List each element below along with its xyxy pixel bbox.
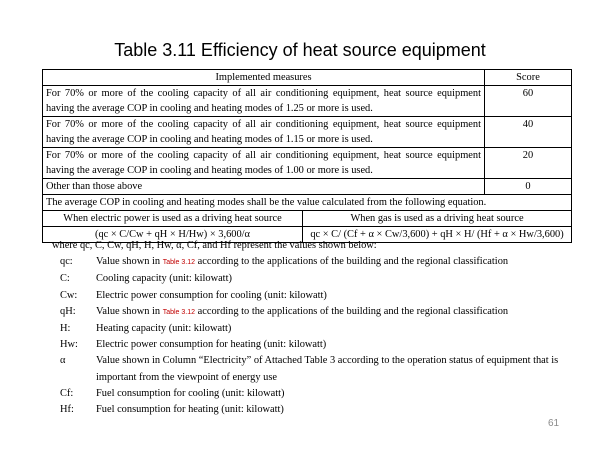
score-cell: 0 [485,179,572,195]
definition-symbol: C: [60,273,70,285]
definition-symbol: Hw: [60,339,78,351]
definition-text: Electric power consumption for heating (unit: kilowatt) [96,339,327,351]
definition-text: according to the applications of the building and the regional classification [197,256,509,268]
table-row [43,86,572,117]
definition-symbol: Cw: [60,289,78,301]
definition-symbol: α [60,355,66,367]
equation-label-row [43,211,572,227]
table-row [43,117,572,148]
definition-text: Electric power consumption for cooling (unit: kilowatt) [96,289,327,301]
table-row [43,179,572,195]
definition-symbol: H: [60,323,71,335]
score-cell: 60 [485,86,572,117]
measure-cell: Other than those above [43,179,485,195]
score-cell: 40 [485,117,572,148]
definition-text: Value shown in [96,305,161,317]
electric-label: When electric power is used as a driving heat source [43,211,303,227]
definition-item [52,254,567,271]
score-cell: 20 [485,148,572,179]
definition-symbol: Hf: [60,404,74,416]
equation-note: The average COP in cooling and heating modes shall be the value calculated from the following equation. [43,195,572,211]
measure-cell: For 70% or more of the cooling capacity of all air conditioning equipment, heat source equipment having the average COP in cooling and heating modes of 1.15 or more is used. [43,117,485,148]
definition-item [52,321,567,337]
definition-symbol: qH: [60,305,76,317]
definition-item [52,304,567,321]
notes-intro: where qc, C, Cw, qH, H, Hw, α, Cf, and Hf represent the values shown below: [52,240,377,251]
measure-cell: For 70% or more of the cooling capacity of all air conditioning equipment, heat source equipment having the average COP in cooling and heating modes of 1.00 or more is used. [43,148,485,179]
definition-item [52,402,567,418]
header-score: Score [485,70,572,86]
definition-item [52,288,567,304]
slide-title: Table 3.11 Efficiency of heat source equipment [114,40,486,60]
electric-formula: (qc × C/Cw + qH × H/Hw) × 3,600/α [43,227,303,243]
definition-item [52,353,567,385]
gas-label: When gas is used as a driving heat source [303,211,572,227]
definition-item [52,271,567,287]
definition-text: Fuel consumption for heating (unit: kilowatt) [96,404,284,416]
gas-formula: qc × C/ (Cf + α × Cw/3,600) + qH × H/ (Hf + α × Hw/3,600) [303,227,572,243]
definition-text: Value shown in Column “Electricity” of Attached Table 3 according to the operation status of equipment that is important from the viewpoint of energy use [96,355,559,383]
measure-cell: For 70% or more of the cooling capacity of all air conditioning equipment, heat source equipment having the average COP in cooling and heating modes of 1.25 or more is used. [43,86,485,117]
page-number: 61 [548,418,560,429]
table-reference-link[interactable]: Table 3.12 [162,308,195,316]
header-measures: Implemented measures [43,70,485,86]
definition-item [52,386,567,402]
definition-text: Value shown in [96,256,161,268]
definition-text: Fuel consumption for cooling (unit: kilowatt) [96,387,285,399]
definition-symbol: Cf: [60,387,74,399]
table-reference-link[interactable]: Table 3.12 [162,259,195,267]
table-header-row [43,70,572,86]
equation-note-row [43,195,572,211]
efficiency-table [42,69,572,243]
definition-text: Cooling capacity (unit: kilowatt) [96,273,232,285]
table-row [43,148,572,179]
definition-symbol: qc: [60,256,73,268]
symbol-notes [52,238,567,418]
definition-text: Heating capacity (unit: kilowatt) [96,323,232,335]
definition-item [52,337,567,353]
definition-text: according to the applications of the building and the regional classification [197,305,509,317]
